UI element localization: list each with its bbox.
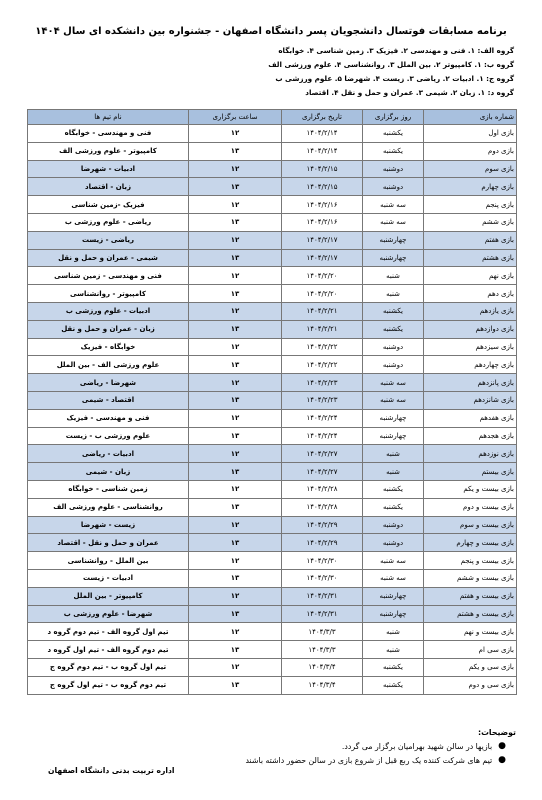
cell-game: بازی بیست و نهم [424,623,517,641]
group-list [24,44,514,100]
cell-date: ۱۴۰۴/۲/۲۹ [282,516,363,534]
cell-time: ۱۳ [189,641,282,659]
cell-game: بازی هفدهم [424,409,517,427]
cell-day: یکشنبه [363,480,424,498]
cell-teams: علوم ورزشی ب - زیست [28,427,189,445]
cell-time: ۱۳ [189,213,282,231]
table-row [28,213,517,231]
cell-game: بازی هفتم [424,231,517,249]
cell-game: بازی چهاردهم [424,356,517,374]
cell-time: ۱۳ [189,463,282,481]
cell-time: ۱۳ [189,178,282,196]
cell-time: ۱۲ [189,409,282,427]
cell-time: ۱۲ [189,623,282,641]
cell-game: بازی چهارم [424,178,517,196]
table-row [28,267,517,285]
cell-time: ۱۳ [189,356,282,374]
cell-day: یکشنبه [363,676,424,694]
table-row [28,498,517,516]
cell-game: بازی اول [424,125,517,143]
cell-time: ۱۲ [189,480,282,498]
cell-teams: ریاضی - زیست [28,231,189,249]
cell-time: ۱۳ [189,498,282,516]
cell-time: ۱۳ [189,427,282,445]
cell-time: ۱۲ [189,552,282,570]
cell-date: ۱۴۰۴/۲/۳۰ [282,552,363,570]
cell-teams: علوم ورزشی الف - بین الملل [28,356,189,374]
table-row [28,196,517,214]
cell-time: ۱۲ [189,587,282,605]
cell-date: ۱۴۰۴/۲/۲۲ [282,356,363,374]
cell-time: ۱۲ [189,267,282,285]
cell-game: بازی بیست و هشتم [424,605,517,623]
cell-date: ۱۴۰۴/۲/۲۹ [282,534,363,552]
group-line: گروه ج: ۱. ادبیات ۲. ریاضی ۳. زیست ۴. شهرضا ۵. علوم ورزشی ب [275,74,514,83]
cell-day: یکشنبه [363,142,424,160]
cell-date: ۱۴۰۴/۲/۱۷ [282,231,363,249]
cell-game: بازی یازدهم [424,302,517,320]
cell-teams: فنی و مهندسی - زمین شناسی [28,267,189,285]
note-text: تیم های شرکت کننده یک ربع قبل از شروع بازی در سالن حضور داشته باشند [245,755,493,765]
cell-teams: زمین شناسی - خوابگاه [28,480,189,498]
cell-game: بازی سی و دوم [424,676,517,694]
cell-time: ۱۲ [189,516,282,534]
cell-day: شنبه [363,623,424,641]
cell-date: ۱۴۰۴/۲/۳۰ [282,569,363,587]
cell-day: یکشنبه [363,498,424,516]
table-row [28,302,517,320]
cell-game: بازی بیست و هفتم [424,587,517,605]
cell-day: شنبه [363,641,424,659]
cell-day: یکشنبه [363,658,424,676]
schedule-rows [28,125,517,695]
cell-game: بازی سیزدهم [424,338,517,356]
cell-day: چهارشنبه [363,249,424,267]
cell-time: ۱۲ [189,374,282,392]
cell-time: ۱۲ [189,125,282,143]
cell-time: ۱۳ [189,605,282,623]
cell-date: ۱۴۰۴/۲/۱۷ [282,249,363,267]
cell-teams: ادبیات - علوم ورزشی ب [28,302,189,320]
cell-day: شنبه [363,463,424,481]
cell-game: بازی ششم [424,213,517,231]
cell-time: ۱۳ [189,391,282,409]
cell-date: ۱۴۰۴/۲/۲۳ [282,374,363,392]
header-game: شماره بازی [424,110,517,125]
cell-teams: اقتصاد - شیمی [28,391,189,409]
cell-teams: کامپیوتر - علوم ورزشی الف [28,142,189,160]
cell-game: بازی بیست و چهارم [424,534,517,552]
cell-game: بازی نوزدهم [424,445,517,463]
cell-teams: تیم اول گروه ب - تیم دوم گروه ج [28,658,189,676]
cell-day: سه شنبه [363,374,424,392]
cell-time: ۱۳ [189,249,282,267]
cell-date: ۱۴۰۴/۲/۱۵ [282,160,363,178]
cell-date: ۱۴۰۴/۲/۲۱ [282,302,363,320]
table-row [28,125,517,143]
table-row [28,374,517,392]
cell-date: ۱۴۰۴/۲/۲۴ [282,409,363,427]
cell-game: بازی نهم [424,267,517,285]
cell-game: بازی سوم [424,160,517,178]
cell-date: ۱۴۰۴/۲/۲۳ [282,391,363,409]
cell-day: سه شنبه [363,213,424,231]
cell-date: ۱۴۰۴/۳/۳ [282,641,363,659]
cell-teams: ریاضی - علوم ورزشی ب [28,213,189,231]
note-text: بازیها در سالن شهید بهرامیان برگزار می گردد. [341,741,493,751]
cell-game: بازی بیست و یکم [424,480,517,498]
cell-game: بازی بیست و دوم [424,498,517,516]
note-item [26,755,516,765]
table-row [28,427,517,445]
cell-date: ۱۴۰۴/۳/۴ [282,676,363,694]
cell-day: دوشنبه [363,356,424,374]
cell-day: یکشنبه [363,125,424,143]
cell-teams: شهرضا - علوم ورزشی ب [28,605,189,623]
table-row [28,160,517,178]
cell-time: ۱۳ [189,569,282,587]
cell-teams: تیم دوم گروه الف - تیم اول گروه د [28,641,189,659]
schedule-table [27,109,517,695]
cell-day: چهارشنبه [363,587,424,605]
cell-date: ۱۴۰۴/۲/۲۸ [282,480,363,498]
cell-day: چهارشنبه [363,231,424,249]
cell-game: بازی بیست و ششم [424,569,517,587]
cell-date: ۱۴۰۴/۲/۲۷ [282,463,363,481]
cell-time: ۱۳ [189,142,282,160]
cell-date: ۱۴۰۴/۲/۲۸ [282,498,363,516]
cell-time: ۱۳ [189,320,282,338]
cell-day: دوشنبه [363,534,424,552]
cell-game: بازی بیست و سوم [424,516,517,534]
cell-date: ۱۴۰۴/۲/۲۲ [282,338,363,356]
cell-date: ۱۴۰۴/۲/۱۶ [282,213,363,231]
table-row [28,249,517,267]
cell-date: ۱۴۰۴/۲/۳۱ [282,587,363,605]
cell-date: ۱۴۰۴/۲/۱۴ [282,142,363,160]
cell-teams: شهرضا - ریاضی [28,374,189,392]
table-row [28,285,517,303]
cell-date: ۱۴۰۴/۲/۱۴ [282,125,363,143]
cell-teams: ادبیات - ریاضی [28,445,189,463]
cell-game: بازی سی ام [424,641,517,659]
cell-time: ۱۲ [189,445,282,463]
cell-teams: عمران و حمل و نقل - اقتصاد [28,534,189,552]
cell-game: بازی هشتم [424,249,517,267]
cell-teams: تیم اول گروه الف - تیم دوم گروه د [28,623,189,641]
table-row [28,641,517,659]
table-row [28,658,517,676]
table-row [28,534,517,552]
cell-day: دوشنبه [363,178,424,196]
table-row [28,605,517,623]
table-row [28,463,517,481]
cell-day: یکشنبه [363,302,424,320]
cell-time: ۱۲ [189,160,282,178]
table-row [28,231,517,249]
table-row [28,142,517,160]
bullet-icon: ● [498,741,506,751]
header-day: روز برگزاری [363,110,424,125]
table-row [28,409,517,427]
cell-date: ۱۴۰۴/۲/۲۰ [282,267,363,285]
cell-date: ۱۴۰۴/۳/۳ [282,623,363,641]
cell-teams: روانشناسی - علوم ورزشی الف [28,498,189,516]
header-time: ساعت برگزاری [189,110,282,125]
table-row [28,178,517,196]
cell-game: بازی بیستم [424,463,517,481]
cell-time: ۱۲ [189,231,282,249]
cell-game: بازی دوم [424,142,517,160]
table-row [28,623,517,641]
cell-game: بازی سی و یکم [424,658,517,676]
cell-day: شنبه [363,285,424,303]
cell-teams: زبان - شیمی [28,463,189,481]
cell-game: بازی بیست و پنجم [424,552,517,570]
cell-day: دوشنبه [363,160,424,178]
cell-teams: خوابگاه - فیزیک [28,338,189,356]
cell-time: ۱۳ [189,534,282,552]
cell-time: ۱۲ [189,658,282,676]
cell-date: ۱۴۰۴/۳/۴ [282,658,363,676]
table-row [28,516,517,534]
cell-date: ۱۴۰۴/۲/۲۴ [282,427,363,445]
cell-day: چهارشنبه [363,427,424,445]
cell-teams: زیست - شهرضا [28,516,189,534]
cell-game: بازی دوازدهم [424,320,517,338]
cell-game: بازی دهم [424,285,517,303]
cell-date: ۱۴۰۴/۲/۲۷ [282,445,363,463]
cell-teams: کامپیوتر - بین الملل [28,587,189,605]
cell-time: ۱۳ [189,676,282,694]
cell-date: ۱۴۰۴/۲/۱۶ [282,196,363,214]
notes-title: توضیحات: [477,728,516,737]
cell-date: ۱۴۰۴/۲/۲۱ [282,320,363,338]
cell-day: شنبه [363,445,424,463]
cell-teams: زبان - اقتصاد [28,178,189,196]
cell-day: دوشنبه [363,338,424,356]
cell-day: یکشنبه [363,320,424,338]
note-item [26,741,516,751]
table-row [28,445,517,463]
table-row [28,676,517,694]
cell-game: بازی پانزدهم [424,374,517,392]
cell-day: دوشنبه [363,516,424,534]
page-title: برنامه مسابقات فوتسال دانشجویان پسر دانشگاه اصفهان - جشنواره بین دانشکده ای سال ۱۴۰۴ [35,26,507,37]
notes-section [26,728,516,769]
table-row [28,480,517,498]
cell-teams: کامپیوتر - روانشناسی [28,285,189,303]
cell-time: ۱۳ [189,285,282,303]
cell-teams: ادبیات - زیست [28,569,189,587]
cell-day: شنبه [363,267,424,285]
signature: اداره تربیت بدنی دانشگاه اصفهان [48,766,175,775]
table-row [28,587,517,605]
bullet-icon: ● [498,755,506,765]
table-row [28,569,517,587]
cell-teams: تیم دوم گروه ب - تیم اول گروه ج [28,676,189,694]
cell-teams: فیزیک -زمین شناسی [28,196,189,214]
cell-day: سه شنبه [363,569,424,587]
group-line: گروه الف: ۱. فنی و مهندسی ۲. فیزیک ۳. زمین شناسی ۴. خوابگاه [278,46,514,55]
group-line: گروه د: ۱. زبان ۲. شیمی ۳. عمران و حمل و نقل ۴. اقتصاد [305,88,514,97]
table-row [28,338,517,356]
cell-game: بازی پنجم [424,196,517,214]
cell-date: ۱۴۰۴/۲/۳۱ [282,605,363,623]
cell-teams: زبان - عمران و حمل و نقل [28,320,189,338]
header-teams: نام تیم ها [28,110,189,125]
cell-time: ۱۲ [189,338,282,356]
cell-time: ۱۲ [189,196,282,214]
cell-game: بازی شانزدهم [424,391,517,409]
cell-date: ۱۴۰۴/۲/۲۰ [282,285,363,303]
cell-day: چهارشنبه [363,605,424,623]
cell-teams: فنی و مهندسی - خوابگاه [28,125,189,143]
cell-teams: فنی و مهندسی - فیزیک [28,409,189,427]
cell-game: بازی هجدهم [424,427,517,445]
table-row [28,356,517,374]
cell-teams: شیمی - عمران و حمل و نقل [28,249,189,267]
group-line: گروه ب: ۱. کامپیوتر ۲. بین الملل ۳. روانشناسی ۴. علوم ورزشی الف [268,60,514,69]
table-row [28,391,517,409]
cell-day: سه شنبه [363,552,424,570]
cell-date: ۱۴۰۴/۲/۱۵ [282,178,363,196]
cell-teams: بین الملل - روانشناسی [28,552,189,570]
cell-time: ۱۲ [189,302,282,320]
header-date: تاریخ برگزاری [282,110,363,125]
table-row [28,320,517,338]
cell-day: سه شنبه [363,196,424,214]
cell-day: چهارشنبه [363,409,424,427]
table-header-row [28,110,517,125]
cell-teams: ادبیات - شهرضا [28,160,189,178]
table-row [28,552,517,570]
cell-day: سه شنبه [363,391,424,409]
